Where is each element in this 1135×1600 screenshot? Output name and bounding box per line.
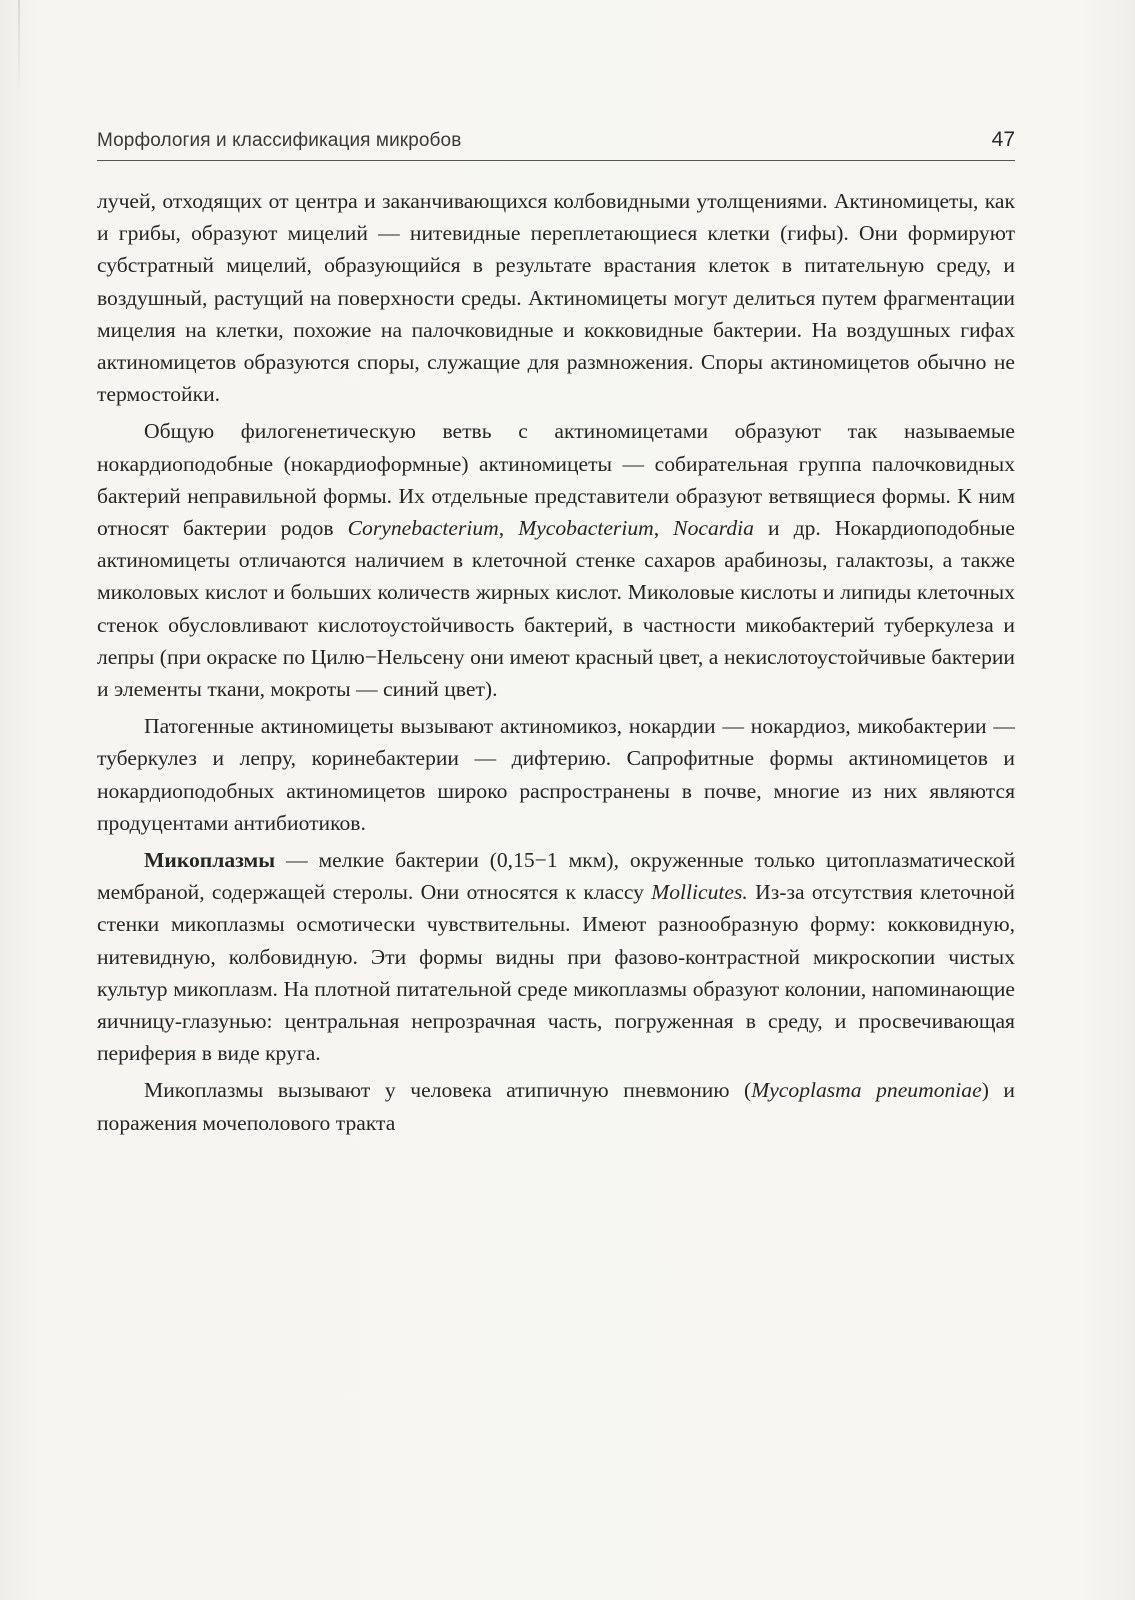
text-segment: Из-за отсутствия клеточной стенки микоплазмы осмотически чувствительны. Имеют разнообразную форму: кокковидную, нитевидную, колбовидную. Эти формы видны при фазово-контрастной микроскопии чистых культур микоплазм. На плотной питательной среде микоплазмы образуют колонии, напоминающие яичницу-глазунью: центральная непрозрачная часть, погруженная в среду, и просвечивающая периферия в виде круга. (97, 880, 1015, 1066)
body-text (97, 185, 1015, 1144)
text-segment: Общую филогенетическую ветвь с актиномицетами образуют так называемые нокардиоподобные (нокардиоформные) актиномицеты — собирательная группа палочковидных бактерий неправильной формы. Их отдельные представители образуют ветвящиеся формы. К ним относят бактерии родов (97, 419, 1015, 541)
species-name: Mycoplasma pneumoniae (751, 1078, 982, 1103)
text-segment: , (653, 516, 674, 541)
paragraph-4 (97, 844, 1015, 1069)
class-name: Mollicutes. (651, 880, 748, 905)
paragraph-5 (97, 1074, 1015, 1138)
paragraph-2 (97, 415, 1015, 705)
page-number: 47 (991, 128, 1015, 151)
paragraph-1 (97, 185, 1015, 410)
term-heading: Микоплазмы (144, 848, 276, 873)
text-segment: и др. Нокардиоподобные актиномицеты отличаются наличием в клеточной стенке сахаров арабинозы, галактозы, а также миколовых кислот и больших количеств жирных кислот. Миколовые кислоты и липиды клеточных стенок обусловливают кислотоустойчивость бактерий, в частности микобактерий туберкулеза и лепры (при окраске по Цилю−Нельсену они имеют красный цвет, а некислотоустойчивые бактерии и элементы ткани, мокроты — синий цвет). (97, 516, 1015, 702)
text-segment: Патогенные актиномицеты вызывают актиномикоз, нокардии — нокардиоз, микобактерии — туберкулез и лепру, коринебактерии — дифтерию. Сапрофитные формы актиномицетов и нокардиоподобных актиномицетов широко распространены в почве, многие из них являются продуцентами антибиотиков. (97, 714, 1015, 835)
text-segment: лучей, отходящих от центра и заканчивающихся колбовидными утолщениями. Актиномицеты, как и грибы, образуют мицелий — нитевидные переплетающиеся клетки (гифы). Они формируют субстратный мицелий, образующийся в результате врастания клеток в питательную среду, и воздушный, растущий на поверхности среды. Актиномицеты могут делиться путем фрагментации мицелия на клетки, похожие на палочковидные и кокковидные бактерии. На воздушных гифах актиномицетов образуются споры, служащие для размножения. Споры актиномицетов обычно не термостойки. (97, 189, 1015, 407)
paragraph-3 (97, 710, 1015, 839)
text-segment: ) и поражения мочеполового тракта (97, 1078, 1015, 1135)
scan-edge (18, 0, 20, 95)
text-segment: Микоплазмы вызывают у человека атипичную пневмонию ( (144, 1078, 752, 1103)
text-segment: , (498, 516, 519, 541)
running-head: Морфология и классификация микробов (97, 130, 462, 151)
genus-name: Mycobacterium (518, 516, 654, 541)
genus-name: Nocardia (673, 516, 754, 541)
genus-name: Corynebacterium (347, 516, 499, 541)
text-segment: — мелкие бактерии (0,15−1 мкм), окруженные только цитоплазматической мембраной, содержащей стеролы. Они относятся к классу (97, 848, 1015, 905)
page-header (97, 130, 1015, 161)
